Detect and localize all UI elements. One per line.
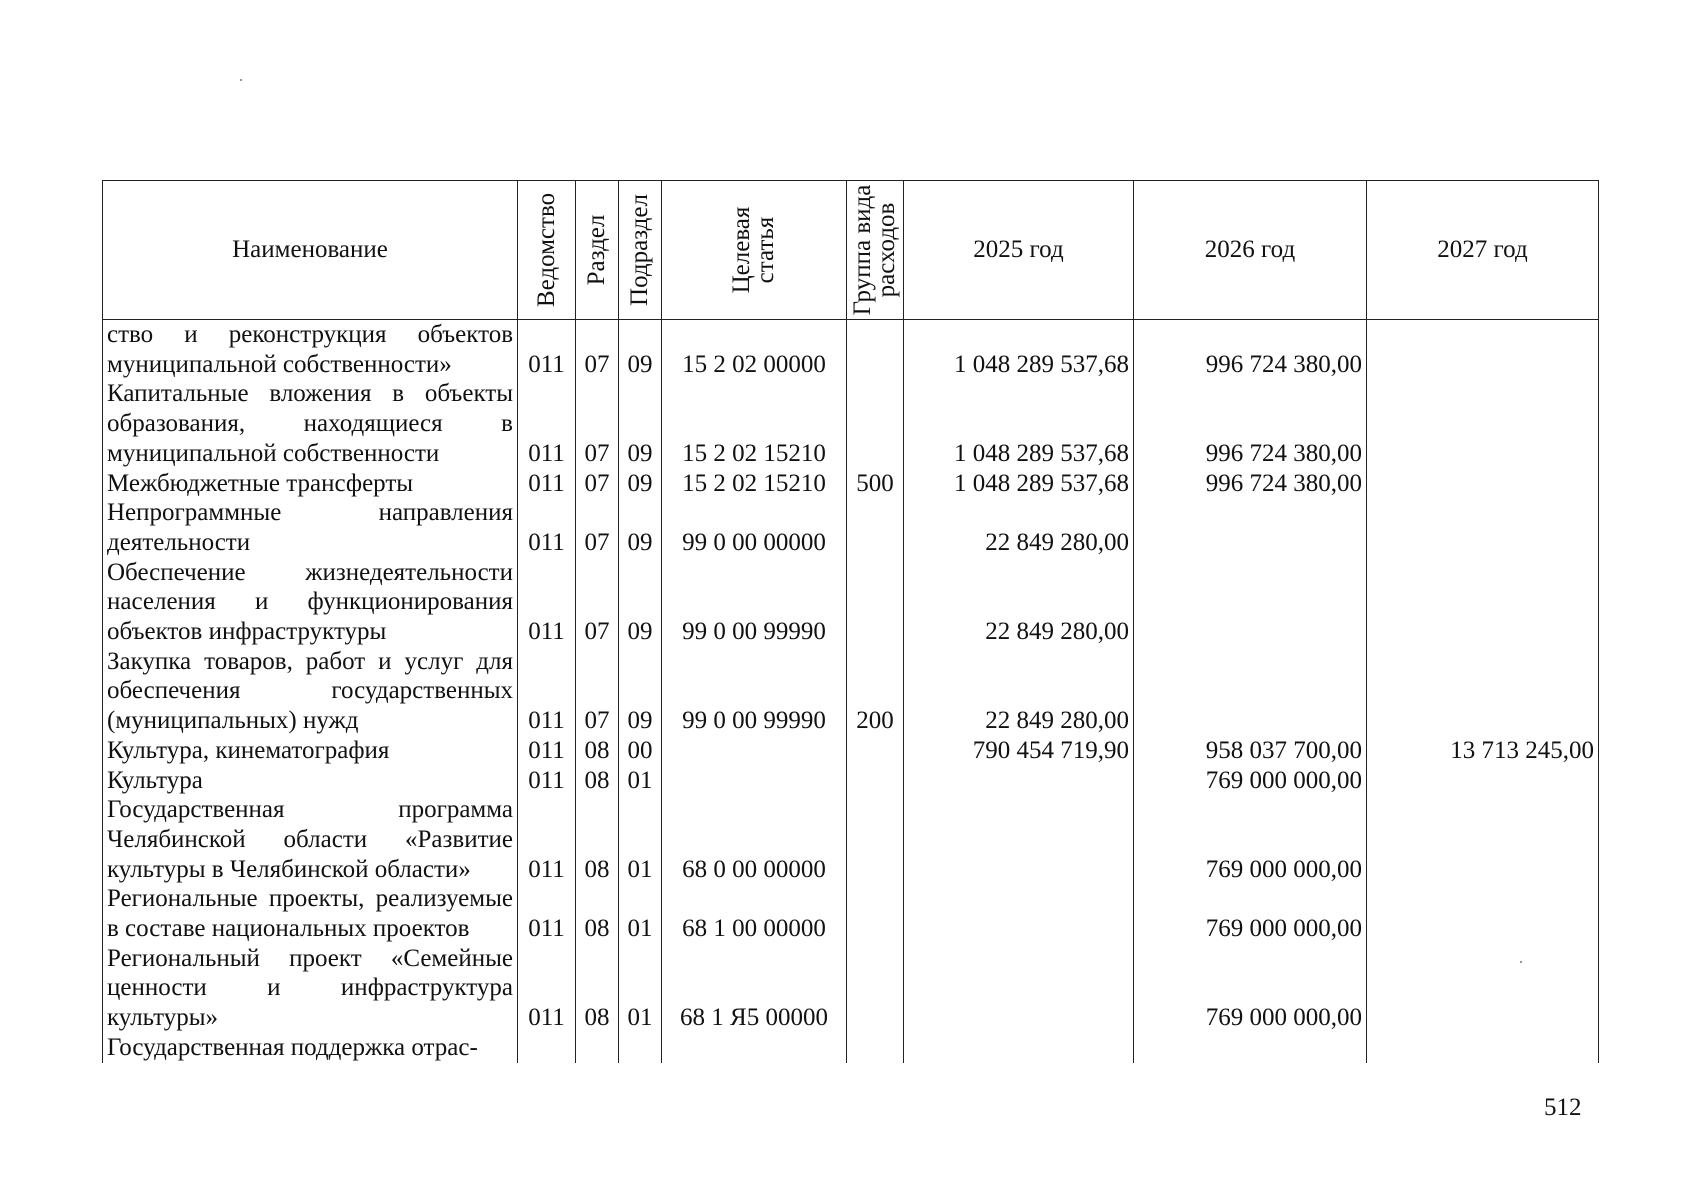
table-row (103, 884, 1599, 943)
cell-department: 011 (518, 558, 576, 647)
cell-subsection: 01 (619, 884, 662, 943)
cell-year-2025: 1 048 289 537,68 (904, 379, 1134, 468)
cell-department: 011 (518, 736, 576, 766)
cell-year-2027 (1367, 498, 1599, 557)
cell-subsection: 09 (619, 379, 662, 468)
cell-section: 08 (576, 884, 619, 943)
cell-name: Региональный проект «Семейные ценности и инфраструктура культуры» (103, 944, 518, 1033)
cell-target-article: 68 1 00 00000 (662, 884, 847, 943)
cell-name: Непрограммные направления деятельности (103, 498, 518, 557)
cell-section: 08 (576, 944, 619, 1033)
cell-department: 011 (518, 320, 576, 380)
cell-section: 07 (576, 469, 619, 499)
cell-year-2026 (1134, 558, 1367, 647)
cell-subsection: 09 (619, 558, 662, 647)
cell-subsection: 09 (619, 469, 662, 499)
cell-subsection: 01 (619, 944, 662, 1033)
header-section: Раздел (576, 181, 619, 320)
cell-year-2025: 1 048 289 537,68 (904, 320, 1134, 380)
cell-year-2026: 769 000 000,00 (1134, 766, 1367, 796)
cell-year-2026: 769 000 000,00 (1134, 884, 1367, 943)
cell-name: Региональные проекты, реализуемые в составе национальных проектов (103, 884, 518, 943)
cell-year-2026: 769 000 000,00 (1134, 795, 1367, 884)
table-body (103, 320, 1599, 1063)
cell-expense-group (847, 766, 904, 796)
cell-year-2026: 996 724 380,00 (1134, 379, 1367, 468)
cell-expense-group (847, 944, 904, 1033)
cell-year-2026: 958 037 700,00 (1134, 736, 1367, 766)
table-row (103, 320, 1599, 380)
table-row (103, 944, 1599, 1033)
cell-subsection: 00 (619, 736, 662, 766)
table-row (103, 795, 1599, 884)
cell-name: Государственная программа Челябинской области «Развитие культуры в Челябинской области» (103, 795, 518, 884)
cell-target-article: 99 0 00 99990 (662, 558, 847, 647)
cell-year-2027 (1367, 558, 1599, 647)
cell-year-2025: 790 454 719,90 (904, 736, 1134, 766)
cell-year-2025: 22 849 280,00 (904, 647, 1134, 736)
cell-target-article: 99 0 00 00000 (662, 498, 847, 557)
page-number: 512 (1544, 1094, 1582, 1121)
table-row (103, 379, 1599, 468)
cell-department: 011 (518, 647, 576, 736)
cell-name: Обеспечение жизнедеятельности населения и функционирования объектов инфраструктуры (103, 558, 518, 647)
cell-expense-group (847, 884, 904, 943)
cell-name: Капитальные вложения в объекты образования, находящиеся в муниципальной собственности (103, 379, 518, 468)
cell-year-2027 (1367, 944, 1599, 1033)
cell-target-article: 68 1 Я5 00000 (662, 944, 847, 1033)
cell-department (518, 1033, 576, 1063)
cell-expense-group (847, 498, 904, 557)
cell-section: 08 (576, 795, 619, 884)
scan-speck (240, 79, 242, 81)
cell-year-2027 (1367, 1033, 1599, 1063)
cell-section: 08 (576, 766, 619, 796)
cell-year-2027: 13 713 245,00 (1367, 736, 1599, 766)
cell-target-article (662, 1033, 847, 1063)
header-department: Ведомство (518, 181, 576, 320)
scan-speck (1520, 961, 1522, 963)
cell-department: 011 (518, 795, 576, 884)
cell-name: Межбюджетные трансферты (103, 469, 518, 499)
header-name: Наименование (103, 181, 518, 320)
cell-year-2025: 22 849 280,00 (904, 498, 1134, 557)
cell-subsection: 09 (619, 498, 662, 557)
cell-expense-group (847, 379, 904, 468)
cell-name: Закупка товаров, работ и услуг для обеспечения государственных (муниципальных) нужд (103, 647, 518, 736)
cell-section: 07 (576, 558, 619, 647)
cell-year-2027 (1367, 766, 1599, 796)
cell-name: Культура, кинематография (103, 736, 518, 766)
cell-target-article: 15 2 02 00000 (662, 320, 847, 380)
cell-department: 011 (518, 469, 576, 499)
table-row (103, 766, 1599, 796)
cell-year-2026 (1134, 1033, 1367, 1063)
cell-target-article: 68 0 00 00000 (662, 795, 847, 884)
cell-section: 08 (576, 736, 619, 766)
cell-year-2027 (1367, 884, 1599, 943)
cell-year-2025 (904, 944, 1134, 1033)
cell-year-2025: 22 849 280,00 (904, 558, 1134, 647)
cell-department: 011 (518, 884, 576, 943)
header-subsection: Подраздел (619, 181, 662, 320)
header-year-2027: 2027 год (1367, 181, 1599, 320)
cell-expense-group (847, 736, 904, 766)
cell-section: 07 (576, 647, 619, 736)
cell-year-2026: 769 000 000,00 (1134, 944, 1367, 1033)
cell-target-article: 99 0 00 99990 (662, 647, 847, 736)
cell-target-article: 15 2 02 15210 (662, 379, 847, 468)
cell-year-2027 (1367, 379, 1599, 468)
table-row (103, 558, 1599, 647)
budget-table (102, 180, 1599, 1063)
cell-subsection: 09 (619, 320, 662, 380)
cell-expense-group: 500 (847, 469, 904, 499)
cell-year-2025 (904, 884, 1134, 943)
cell-year-2027 (1367, 320, 1599, 380)
cell-year-2027 (1367, 795, 1599, 884)
cell-year-2026: 996 724 380,00 (1134, 320, 1367, 380)
cell-department: 011 (518, 944, 576, 1033)
cell-year-2025 (904, 1033, 1134, 1063)
header-year-2026: 2026 год (1134, 181, 1367, 320)
cell-section: 07 (576, 379, 619, 468)
cell-expense-group (847, 795, 904, 884)
cell-subsection: 01 (619, 766, 662, 796)
cell-expense-group (847, 320, 904, 380)
cell-subsection: 09 (619, 647, 662, 736)
cell-target-article (662, 736, 847, 766)
cell-department: 011 (518, 766, 576, 796)
cell-year-2026 (1134, 647, 1367, 736)
table-row (103, 736, 1599, 766)
cell-section (576, 1033, 619, 1063)
cell-year-2026: 996 724 380,00 (1134, 469, 1367, 499)
cell-expense-group (847, 558, 904, 647)
cell-section: 07 (576, 498, 619, 557)
cell-name: Государственная поддержка отрас- (103, 1033, 518, 1063)
header-expense-group: Группа вида расходов (847, 181, 904, 320)
table-row (103, 1033, 1599, 1063)
cell-year-2027 (1367, 469, 1599, 499)
cell-target-article: 15 2 02 15210 (662, 469, 847, 499)
cell-name: ство и реконструкция объектов муниципальной собственности» (103, 320, 518, 380)
cell-target-article (662, 766, 847, 796)
cell-section: 07 (576, 320, 619, 380)
table-row (103, 469, 1599, 499)
cell-subsection (619, 1033, 662, 1063)
cell-department: 011 (518, 498, 576, 557)
header-target-article: Целевая статья (662, 181, 847, 320)
cell-department: 011 (518, 379, 576, 468)
cell-year-2027 (1367, 647, 1599, 736)
table-row (103, 498, 1599, 557)
cell-subsection: 01 (619, 795, 662, 884)
cell-expense-group (847, 1033, 904, 1063)
header-year-2025: 2025 год (904, 181, 1134, 320)
cell-expense-group: 200 (847, 647, 904, 736)
cell-year-2025 (904, 795, 1134, 884)
cell-year-2025: 1 048 289 537,68 (904, 469, 1134, 499)
table-row (103, 647, 1599, 736)
cell-year-2026 (1134, 498, 1367, 557)
cell-year-2025 (904, 766, 1134, 796)
cell-name: Культура (103, 766, 518, 796)
table-header-row (103, 181, 1599, 320)
